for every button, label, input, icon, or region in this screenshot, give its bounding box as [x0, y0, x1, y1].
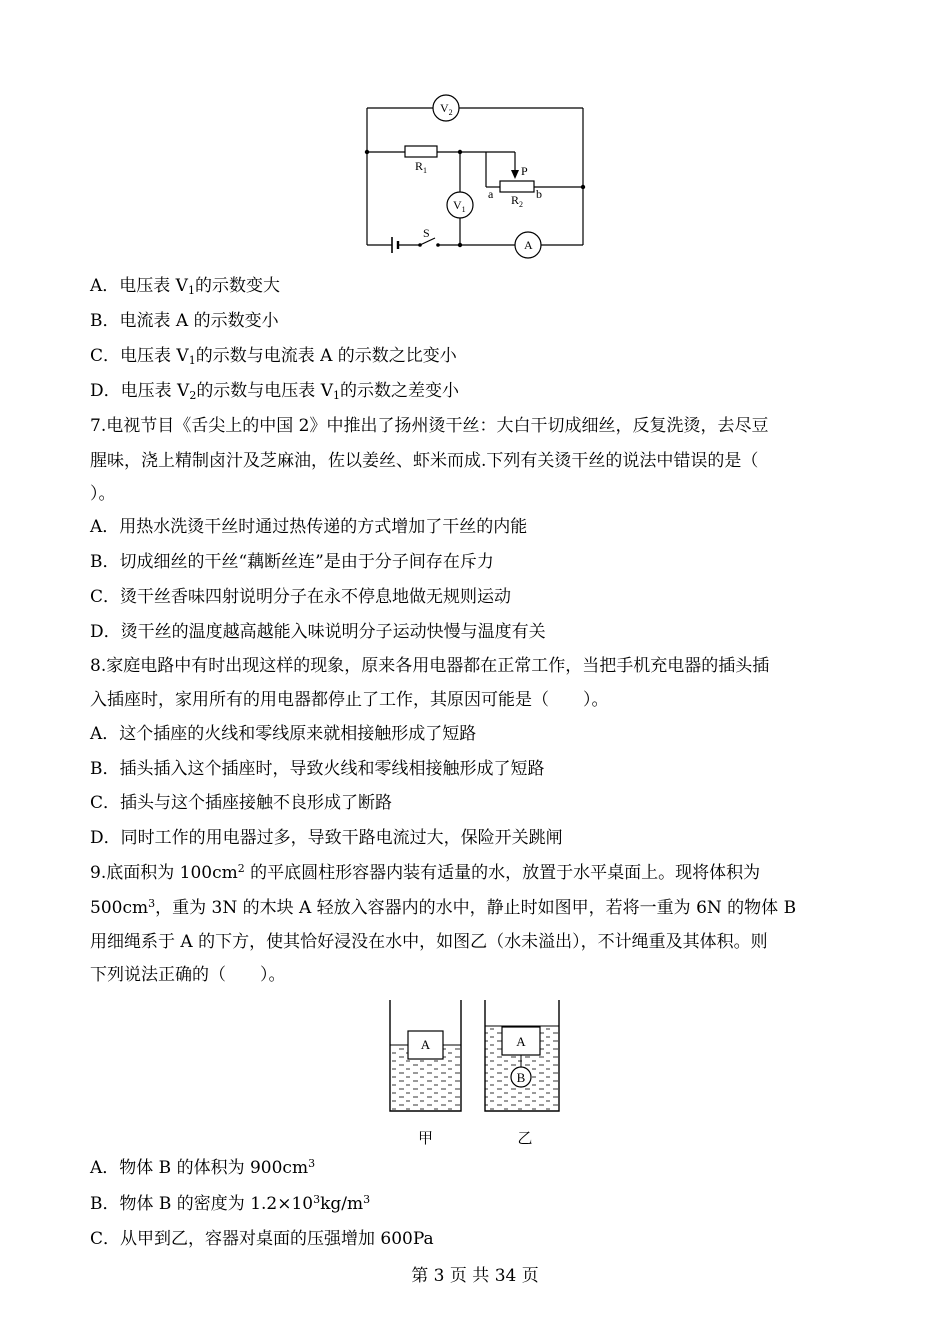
- slider-arrow-icon: [511, 170, 519, 179]
- q8-option-a: A．这个插座的火线和零线原来就相接触形成了短路: [90, 724, 477, 744]
- q6-option-d: D．电压表 $V_2$的示数与电压表 $V_1$的示数之差变小: [90, 381, 459, 402]
- q9-stem-line2: $500cm^3$，重为 3N 的木块 A 轻放入容器内的水中，静止时如图甲，若将一重为 6N 的物体 B: [90, 897, 797, 918]
- q7-stem-line3: ）。: [90, 484, 116, 504]
- page-footer: 第 3 页 共 34 页: [411, 1266, 539, 1286]
- p-label: P: [521, 164, 528, 178]
- label-yi: 乙: [517, 1131, 533, 1147]
- switch-label: S: [423, 226, 430, 240]
- q7-stem-line2: 腥味，浇上精制卤汁及芝麻油，佐以姜丝、虾米而成.下列有关烫干丝的说法中错误的是（: [90, 451, 759, 471]
- v1-label: V: [453, 198, 462, 212]
- ammeter-label: A: [524, 238, 533, 252]
- q9-stem-line3: 用细绳系于 A 的下方，使其恰好浸没在水中，如图乙（水未溢出），不计绳重及其体积。则: [90, 932, 768, 952]
- q8-option-b: B．插头插入这个插座时，导致火线和零线相接触形成了短路: [90, 759, 545, 779]
- q7-option-a: A．用热水洗烫干丝时通过热传递的方式增加了干丝的内能: [90, 517, 528, 537]
- r2-label: R: [511, 193, 520, 207]
- circuit-diagram: [362, 92, 590, 260]
- resistor-r1-icon: [405, 146, 437, 157]
- q9-option-b: B．物体 B 的密度为 $1.2\times 10^3kg/m^3$: [90, 1193, 371, 1214]
- q9-stem-line1: 9.底面积为 $100cm^2$ 的平底圆柱形容器内装有适量的水，放置于水平桌面上。现将体积为: [90, 862, 761, 883]
- svg-text:V1: $V_1$: [453, 198, 466, 214]
- object-b-label: B: [516, 1070, 526, 1085]
- a-end-label: a: [488, 187, 494, 201]
- q9-option-a: A．物体 B 的体积为 $900cm^3$: [90, 1157, 316, 1178]
- containers-diagram: [383, 998, 568, 1148]
- label-jia: 甲: [417, 1131, 434, 1147]
- b-end-label: b: [536, 187, 542, 201]
- q8-option-d: D．同时工作的用电器过多，导致干路电流过大，保险开关跳闸: [90, 828, 563, 848]
- q7-option-d: D．烫干丝的温度越高越能入味说明分子运动快慢与温度有关: [90, 622, 546, 642]
- q7-option-b: B．切成细丝的干丝“藕断丝连”是由于分子间存在斥力: [90, 552, 494, 572]
- r1-label: R: [415, 159, 424, 173]
- svg-text:R2: $R_2$: [511, 193, 524, 209]
- svg-text:R1: $R_1$: [415, 159, 428, 175]
- svg-text:V2: $V_2$: [440, 101, 453, 117]
- q9-stem-line4: 下列说法正确的（ ）。: [90, 965, 286, 985]
- q7-option-c: C．烫干丝香味四射说明分子在永不停息地做无规则运动: [90, 587, 512, 607]
- rheostat-r2-icon: [500, 181, 534, 192]
- q8-stem-line1: 8.家庭电路中有时出现这样的现象，原来各用电器都在正常工作，当把手机充电器的插头插: [90, 656, 770, 676]
- block-a-right-label: A: [516, 1034, 526, 1049]
- q8-stem-line2: 入插座时，家用所有的用电器都停止了工作，其原因可能是（ ）。: [90, 690, 609, 710]
- q6-option-c: C．电压表 $V_1$的示数与电流表 A 的示数之比变小: [90, 346, 457, 367]
- q7-stem-line1: 7.电视节目《舌尖上的中国 2》中推出了扬州烫干丝：大白干切成细丝，反复洗烫，去尽豆: [90, 416, 769, 436]
- q6-option-b: B．电流表 A 的示数变小: [90, 311, 279, 331]
- q8-option-c: C．插头与这个插座接触不良形成了断路: [90, 793, 393, 813]
- q9-option-c: C．从甲到乙，容器对桌面的压强增加 600Pa: [90, 1229, 434, 1249]
- v2-label: V: [440, 101, 449, 115]
- block-a-left-label: A: [420, 1037, 431, 1052]
- q6-option-a: A．电压表 $V_1$的示数变大: [90, 276, 280, 297]
